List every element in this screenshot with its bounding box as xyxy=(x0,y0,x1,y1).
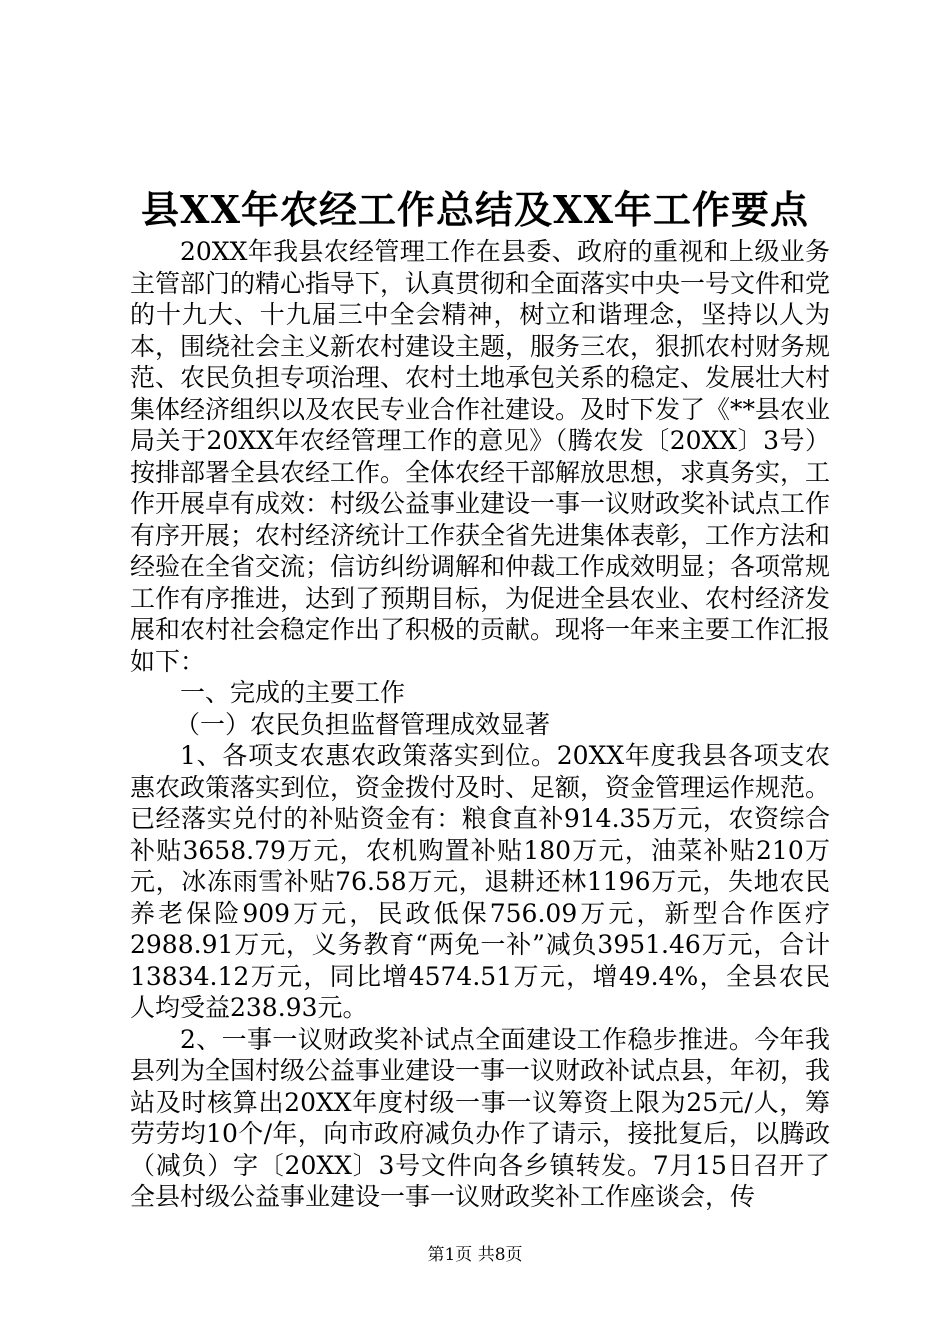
body-paragraph: 2、一事一议财政奖补试点全面建设工作稳步推进。今年我县列为全国村级公益事业建设一事一议财政补试点县，年初，我站及时核算出20XX年度村级一事一议筹资上限为25元/人，筹劳劳均10个/年，向市政府减负办作了请示，接批复后，以腾政（减负）字〔20XX〕3号文件向各乡镇转发。7月15日召开了全县村级公益事业建设一事一议财政奖补工作座谈会，传 xyxy=(130,1024,831,1211)
document-body xyxy=(130,236,830,1213)
document-title: 县XX年农经工作总结及XX年工作要点 xyxy=(141,187,809,232)
section-heading: 一、完成的主要工作 xyxy=(180,678,406,707)
page-footer: 第1页 共8页 xyxy=(427,1245,523,1265)
body-paragraph: 1、各项支农惠农政策落实到位。20XX年度我县各项支农惠农政策落实到位，资金拨付及时、足额，资金管理运作规范。已经落实兑付的补贴资金有：粮食直补914.35万元，农资综合补贴3658.79万元，农机购置补贴180万元，油菜补贴210万元，冰冻雨雪补贴76.58万元，退耕还林1196万元，失地农民养老保险909万元，民政低保756.09万元，新型合作医疗2988.91万元，义务教育“两免一补”减负3951.46万元，合计13834.12万元，同比增4574.51万元，增49.4%，全县农民人均受益238.93元。 xyxy=(130,741,831,1022)
subsection-heading: （一）农民负担监督管理成效显著 xyxy=(175,709,551,739)
intro-paragraph: 20XX年我县农经管理工作在县委、政府的重视和上级业务主管部门的精心指导下，认真贯彻和全面落实中央一号文件和党的十九大、十九届三中全会精神，树立和谐理念，坚持以人为本，围绕社会主义新农村建设主题，服务三农，狠抓农村财务规范、农民负担专项治理、农村土地承包关系的稳定、发展壮大村集体经济组织以及农民专业合作社建设。及时下发了《**县农业局关于20XX年农经管理工作的意见》（腾农发〔20XX〕3号）按排部署全县农经工作。全体农经干部解放思想，求真务实，工作开展卓有成效：村级公益事业建设一事一议财政奖补试点工作有序开展；农村经济统计工作获全省先进集体表彰，工作方法和经验在全省交流；信访纠纷调解和仲裁工作成效明显；各项常规工作有序推进，达到了预期目标，为促进全县农业、农村经济发展和农村社会稳定作出了积极的贡献。现将一年来主要工作汇报如下： xyxy=(130,237,831,676)
